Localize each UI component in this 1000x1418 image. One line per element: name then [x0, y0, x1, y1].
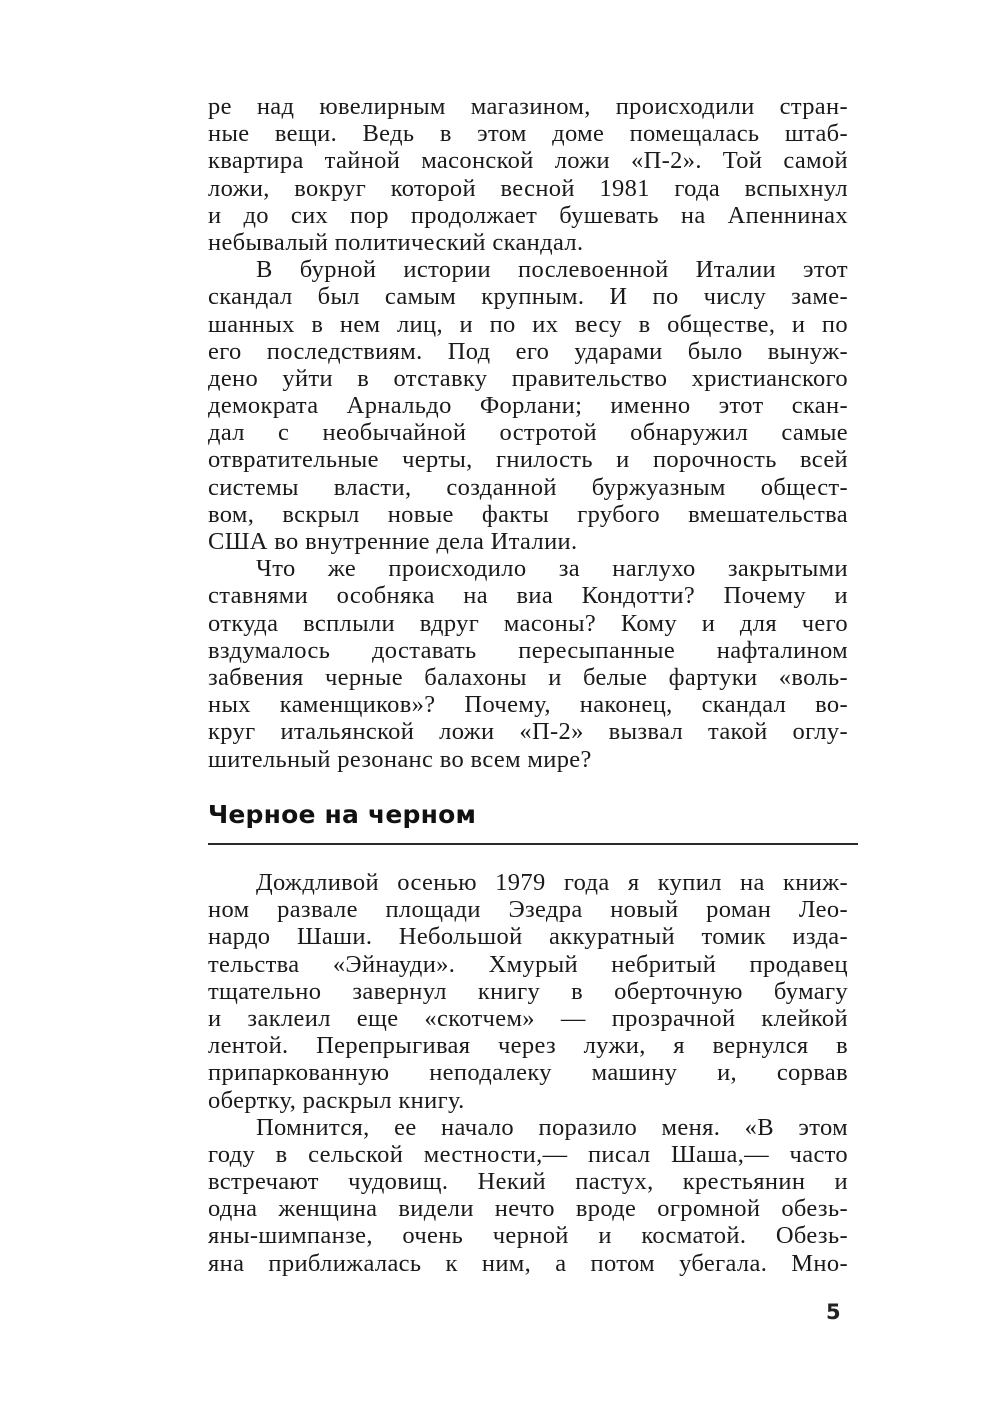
text-line: отвратительные черты, гнилость и порочность всей — [208, 446, 848, 474]
text-line: и заклеил еще «скотчем» — прозрачной клейкой — [208, 1004, 848, 1032]
text-line: шительный резонанс во всем мире? — [208, 745, 592, 773]
text-line: шанных в нем лиц, и по их весу в обществе, и по — [208, 310, 848, 338]
text-line: обертку, раскрыл книгу. — [208, 1086, 465, 1114]
text-line: ных каменщиков»? Почему, наконец, скандал во- — [208, 691, 848, 719]
text-block-intro — [208, 93, 848, 773]
text-line: ные вещи. Ведь в этом доме помещалась штаб- — [208, 120, 848, 148]
text-line: Помнится, ее начало поразило меня. «В этом — [256, 1113, 848, 1141]
text-line: откуда всплыли вдруг масоны? Кому и для чего — [208, 609, 848, 637]
text-line: квартира тайной масонской ложи «П-2». Той самой — [208, 147, 848, 175]
text-line: вом, вскрыл новые факты грубого вмешательства — [208, 500, 848, 528]
text-line: ре над ювелирным магазином, происходили стран- — [208, 93, 848, 120]
text-line: году в сельской местности,— писал Шаша,— часто — [208, 1140, 848, 1168]
text-line: В бурной истории послевоенной Италии этот — [256, 256, 848, 284]
text-line: забвения черные балахоны и белые фартуки «воль- — [208, 663, 848, 691]
text-line: США во внутренние дела Италии. — [208, 528, 578, 555]
text-line: лентой. Перепрыгивая через лужи, я вернулся в — [208, 1032, 848, 1060]
text-line: встречают чудовищ. Некий пастух, крестьянин и — [208, 1168, 848, 1196]
text-line: ставнями особняка на виа Кондотти? Почему и — [208, 582, 848, 610]
text-line: его последствиям. Под его ударами было вынуж- — [208, 337, 848, 365]
text-block-chapter — [208, 869, 848, 1277]
text-line: скандал был самым крупным. И по числу заме- — [208, 283, 848, 311]
text-line: нардо Шаши. Небольшой аккуратный томик изда- — [208, 923, 848, 951]
text-line: небывалый политический скандал. — [208, 228, 584, 256]
heading-divider — [208, 843, 858, 845]
text-line: дал с необычайной остротой обнаружил самые — [208, 419, 848, 447]
text-line: яны-шимпанзе, очень черной и косматой. Обезь- — [208, 1222, 848, 1250]
section-heading: Черное на черном — [208, 800, 477, 829]
text-line: дено уйти в отставку правительство христианского — [208, 364, 848, 392]
text-line: Дождливой осенью 1979 года я купил на книж- — [256, 869, 848, 896]
text-line: ном развале площади Эзедра новый роман Лео- — [208, 896, 848, 924]
text-line: и до сих пор продолжает бушевать на Апеннинах — [208, 201, 848, 229]
text-line: Что же происходило за наглухо закрытыми — [256, 555, 848, 583]
text-line: вздумалось доставать пересыпанные нафталином — [208, 636, 848, 664]
text-line: яна приближалась к ним, а потом убегала. Мно- — [208, 1249, 848, 1277]
text-line: демократа Арнальдо Форлани; именно этот скан- — [208, 392, 848, 420]
page-number: 5 — [826, 1300, 841, 1324]
text-line: системы власти, созданной буржуазным общест- — [208, 473, 848, 501]
text-line: тельства «Эйнауди». Хмурый небритый продавец — [208, 950, 848, 978]
text-line: одна женщина видели нечто вроде огромной обезь- — [208, 1195, 848, 1223]
text-line: припаркованную неподалеку машину и, сорвав — [208, 1059, 848, 1087]
text-line: круг итальянской ложи «П-2» вызвал такой оглу- — [208, 718, 848, 746]
text-line: тщательно завернул книгу в оберточную бумагу — [208, 977, 848, 1005]
text-line: ложи, вокруг которой весной 1981 года вспыхнул — [208, 174, 848, 202]
